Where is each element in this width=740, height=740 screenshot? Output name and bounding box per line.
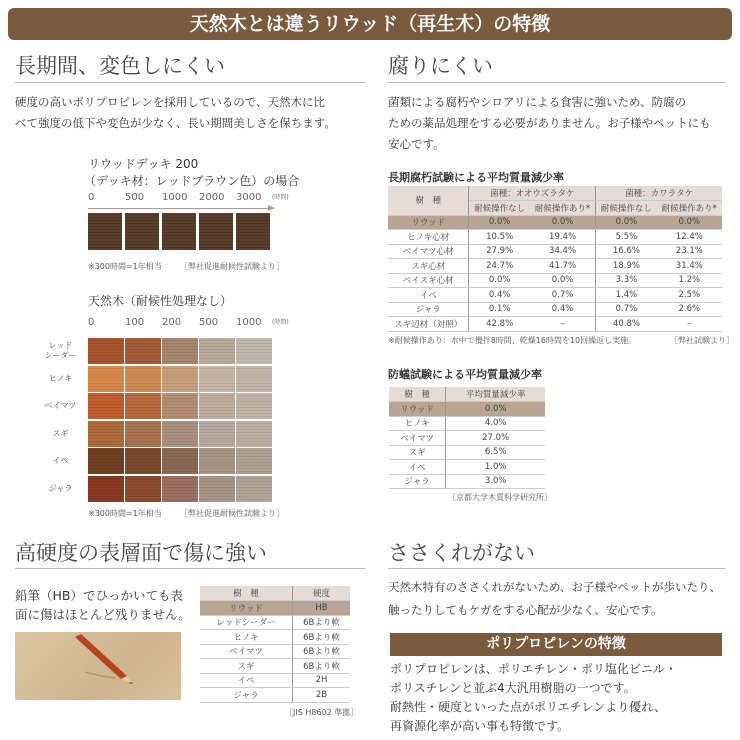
wood-sample [88, 393, 124, 419]
table-row [200, 688, 350, 703]
wood-sample [88, 366, 124, 392]
value-cell: 6Bより軟 [292, 615, 350, 630]
table-row [389, 402, 545, 417]
value-cell: HB [292, 601, 350, 616]
species-cell: スギ [200, 659, 292, 674]
body-text: 鉛筆（HB）でひっかいても表 [15, 588, 183, 603]
riwood-title: リウッドデッキ 200 [88, 157, 199, 171]
species-cell: ベイスギ心材 [388, 273, 469, 288]
value-cell: 1.0% [446, 460, 545, 475]
value-cell: 1.2% [657, 273, 722, 288]
rot-test-table [388, 186, 722, 332]
value-cell: 2B [292, 688, 350, 703]
table-row [389, 445, 545, 460]
table-row [200, 644, 350, 659]
tick-label: 0 [88, 317, 95, 328]
tick-label: 1000 [162, 192, 188, 203]
section-heading-discoloration: 長期間、変色しにくい [15, 54, 225, 78]
species-cell: ヒノキ [200, 630, 292, 645]
body-text: 耐熱性・硬度といった点がポリエチレンより優れ、 [390, 700, 666, 714]
species-cell: ヒノキ [389, 416, 446, 431]
value-cell: 0.0% [530, 215, 596, 230]
wood-sample [162, 421, 198, 447]
wood-sample [125, 421, 161, 447]
value-cell: 4.0% [446, 416, 545, 431]
table-row [200, 615, 350, 630]
riwood-subtitle: （デッキ材：レッドブラウン色）の場合 [84, 174, 300, 188]
species-cell: ベイマツ心材 [388, 244, 469, 259]
wood-sample [199, 476, 235, 502]
species-cell: スギ辺材（対照） [388, 317, 469, 332]
wood-sample [199, 421, 235, 447]
value-cell: 0.4% [530, 302, 596, 317]
unit-label: (時間) [272, 319, 289, 326]
note: ※300時間=1年相当 [88, 262, 162, 271]
col-sub: 耐候操作あり* [657, 201, 722, 216]
tick-label: 0 [88, 192, 95, 203]
pencil-scratch-photo [15, 632, 181, 700]
body-text: 硬度の高いポリプロピレンを採用しているので、天然木に比 [15, 95, 325, 109]
body-text: 触ったりしてもケガをする心配が少なく、安心です。 [388, 603, 663, 617]
col-loss: 平均質量減少率 [446, 387, 545, 402]
body-text: べて強度の低下や変色が少なく、長い期間美しさを保ちます。 [15, 116, 336, 130]
value-cell: 0.4% [469, 288, 530, 303]
col-species: 樹 種 [200, 586, 292, 601]
wood-sample [88, 476, 124, 502]
table-row [200, 630, 350, 645]
species-cell: レッドシーダー [200, 615, 292, 630]
value-cell: 6Bより軟 [292, 644, 350, 659]
species-cell: イペ [200, 673, 292, 688]
wood-row-label: レッド シーダー [44, 341, 77, 360]
natural-time-axis [0, 317, 300, 331]
tick-label: 1000 [236, 317, 262, 328]
note: ※300時間=1年相当 [88, 509, 162, 518]
wood-sample [199, 338, 235, 364]
source-note: ［京都大学木質科学研究所］ [448, 493, 552, 502]
value-cell: 23.1% [657, 244, 722, 259]
value-cell: 16.6% [596, 244, 657, 259]
value-cell: 27.9% [469, 244, 530, 259]
value-cell: 1.4% [596, 288, 657, 303]
col-species: 樹 種 [389, 387, 446, 402]
tick-label: 3000 [236, 192, 262, 203]
species-cell: リウッド [388, 215, 469, 230]
col-sub: 耐候操作あり* [530, 201, 596, 216]
value-cell: 3.0% [446, 474, 545, 489]
source-note: ［弊社促進耐候性試験より］ [180, 509, 284, 518]
wood-row-label: ヒノキ [48, 373, 73, 383]
value-cell: 0.0% [596, 215, 657, 230]
value-cell: 0.0% [446, 402, 545, 417]
table-row [388, 215, 722, 230]
tick-label: 2000 [199, 192, 225, 203]
value-cell: 0.0% [657, 215, 722, 230]
divider [388, 82, 725, 83]
source-note: ［JIS H8602 準拠］ [285, 708, 359, 717]
value-cell: 6Bより軟 [292, 630, 350, 645]
riwood-swatch [162, 213, 196, 250]
value-cell: 19.4% [530, 230, 596, 245]
col-fungus-1: 菌種：オオウズラタケ [469, 186, 596, 201]
body-text: 安心です。 [388, 137, 445, 151]
value-cell: 5.5% [596, 230, 657, 245]
table-row [388, 317, 722, 332]
value-cell: 12.4% [657, 230, 722, 245]
riwood-swatch [199, 213, 233, 250]
species-cell: リウッド [200, 601, 292, 616]
table-row [388, 302, 722, 317]
tick-label: 200 [162, 317, 182, 328]
value-cell: 2.6% [657, 302, 722, 317]
body-text: ポリスチレンと並ぶ4大汎用樹脂の一つです。 [390, 681, 636, 695]
table-row [389, 416, 545, 431]
wood-sample [199, 366, 235, 392]
value-cell: – [657, 317, 722, 332]
tick-label: 500 [199, 317, 219, 328]
value-cell: 2.5% [657, 288, 722, 303]
rot-table-title: 長期腐朽試験による平均質量減少率 [388, 171, 564, 184]
value-cell: 34.4% [530, 244, 596, 259]
riwood-time-axis [0, 192, 300, 206]
wood-sample [162, 338, 198, 364]
species-cell: イペ [389, 460, 446, 475]
col-hardness: 硬度 [292, 586, 350, 601]
value-cell: 18.9% [596, 259, 657, 274]
table-row [388, 230, 722, 245]
body-text: ポリプロピレンは、ポリエチレン・ポリ塩化ビニル・ [390, 662, 677, 676]
species-cell: ベイマツ [389, 431, 446, 446]
body-text: 再資源化率が高い事も特徴です。 [390, 719, 570, 733]
wood-sample [236, 448, 272, 474]
species-cell: イペ [388, 288, 469, 303]
termite-table-title: 防蟻試験による平均質量減少率 [388, 368, 542, 381]
species-cell: ジャラ [389, 474, 446, 489]
wood-sample [236, 421, 272, 447]
col-fungus-2: 菌種：カワラタケ [596, 186, 722, 201]
value-cell: – [530, 317, 596, 332]
note: ※耐候操作あり：水中で攪拌8時間、乾燥16時間を10回繰返し実施。 [388, 336, 637, 345]
body-text: 面に傷はほとんど残りません。 [15, 607, 191, 622]
value-cell: 24.7% [469, 259, 530, 274]
page-title: 天然木とは違うリウッド（再生木）の特徴 [8, 8, 732, 40]
table-row [389, 460, 545, 475]
value-cell: 31.4% [657, 259, 722, 274]
riwood-swatch [125, 213, 159, 250]
value-cell: 0.7% [530, 288, 596, 303]
value-cell: 0.7% [596, 302, 657, 317]
table-row [200, 673, 350, 688]
polypropylene-banner: ポリプロピレンの特徴 [390, 633, 722, 656]
table-row [389, 474, 545, 489]
value-cell: 0.0% [469, 273, 530, 288]
wood-row-label: ベイマツ [44, 401, 77, 410]
value-cell: 0.0% [469, 215, 530, 230]
wood-sample [125, 393, 161, 419]
value-cell: 3.3% [596, 273, 657, 288]
source-note: ［弊社試験より］ [670, 336, 734, 345]
riwood-swatch [236, 213, 270, 250]
wood-sample [88, 338, 124, 364]
wood-sample [162, 393, 198, 419]
species-cell: ベイマツ [200, 644, 292, 659]
value-cell: 6Bより軟 [292, 659, 350, 674]
col-species: 樹 種 [388, 186, 469, 215]
value-cell: 6.5% [446, 445, 545, 460]
species-cell: スギ心材 [388, 259, 469, 274]
value-cell: 40.8% [596, 317, 657, 332]
section-heading-splinter: ささくれがない [388, 541, 535, 565]
table-row [200, 659, 350, 674]
wood-sample [199, 448, 235, 474]
natural-wood-title: 天然木（耐候性処理なし） [88, 294, 233, 308]
value-cell: 42.8% [469, 317, 530, 332]
wood-sample [125, 448, 161, 474]
col-sub: 耐候操作なし [596, 201, 657, 216]
tick-label: 100 [125, 317, 145, 328]
value-cell: 0.1% [469, 302, 530, 317]
table-row [389, 431, 545, 446]
divider [15, 82, 365, 83]
table-row [388, 259, 722, 274]
wood-sample [125, 366, 161, 392]
wood-sample [162, 448, 198, 474]
value-cell: 2H [292, 673, 350, 688]
table-row [388, 288, 722, 303]
species-cell: スギ [389, 445, 446, 460]
value-cell: 27.0% [446, 431, 545, 446]
species-cell: ジャラ [388, 302, 469, 317]
wood-sample [88, 421, 124, 447]
body-text: 天然木特有のささくれがないため、お子様やペットが歩いたり、 [388, 580, 722, 594]
species-cell: ヒノキ心材 [388, 230, 469, 245]
riwood-swatch [88, 213, 122, 250]
pencil-icon [15, 632, 181, 700]
section-heading-hardness: 高硬度の表層面で傷に強い [15, 541, 267, 565]
table-row [200, 601, 350, 616]
body-text: 菌類による腐朽やシロアリによる食害に強いため、防腐の [388, 95, 687, 109]
wood-sample [162, 366, 198, 392]
wood-sample [125, 476, 161, 502]
wood-sample [236, 476, 272, 502]
wood-sample [236, 366, 272, 392]
divider [15, 568, 365, 569]
section-heading-rot: 腐りにくい [388, 54, 493, 78]
unit-label: (時間) [272, 194, 289, 201]
wood-row-label: ジャラ [48, 483, 73, 493]
value-cell: 41.7% [530, 259, 596, 274]
wood-row-label: イペ [52, 456, 69, 465]
body-text: ための薬品処理をする必要がありません。お子様やペットにも [388, 116, 711, 130]
species-cell: リウッド [389, 402, 446, 417]
value-cell: 10.5% [469, 230, 530, 245]
wood-sample [236, 338, 272, 364]
hardness-table [200, 586, 350, 703]
arrow-icon [88, 208, 274, 209]
wood-row-label: スギ [52, 428, 69, 438]
wood-sample [236, 393, 272, 419]
species-cell: ジャラ [200, 688, 292, 703]
value-cell: 0.0% [530, 273, 596, 288]
tick-label: 500 [125, 192, 145, 203]
col-sub: 耐候操作なし [469, 201, 530, 216]
termite-test-table [389, 387, 545, 489]
table-row [388, 273, 722, 288]
wood-sample [88, 448, 124, 474]
wood-sample [162, 476, 198, 502]
wood-sample [199, 393, 235, 419]
divider [388, 568, 725, 569]
wood-sample [125, 338, 161, 364]
table-row [388, 244, 722, 259]
source-note: ［弊社促進耐候性試験より］ [180, 262, 284, 271]
